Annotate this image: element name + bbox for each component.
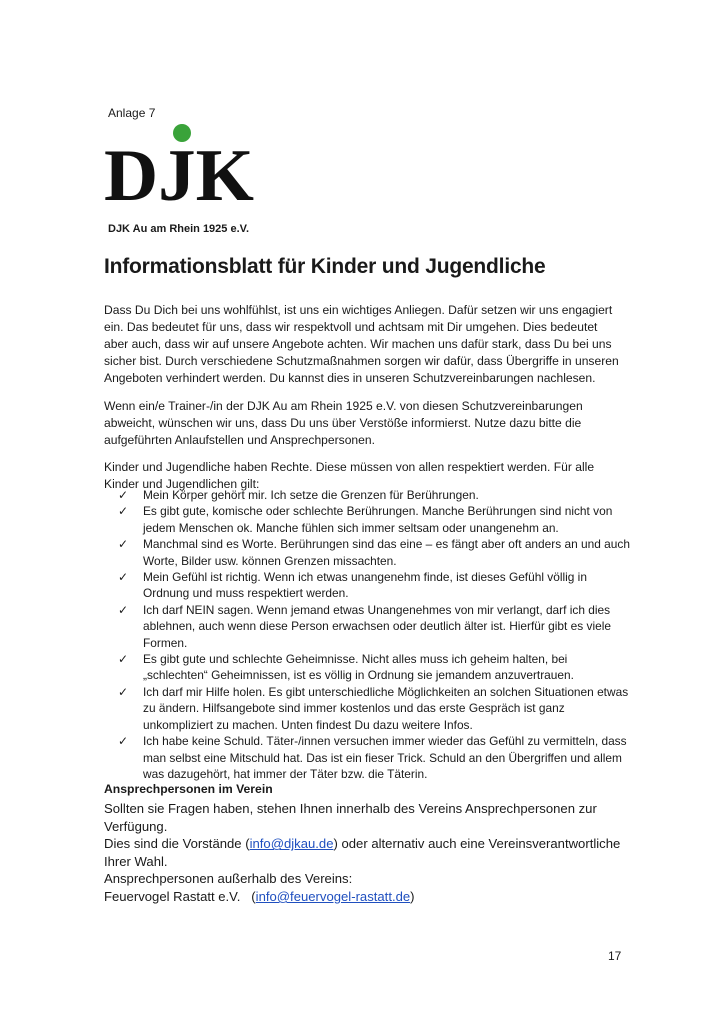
checkmark-icon: ✓ xyxy=(118,488,129,502)
board-contact-suffix: ) oder alternativ auch eine Vereinsverantwortliche Ihrer Wahl. xyxy=(104,836,621,869)
rights-item-text: Mein Gefühl ist richtig. Wenn ich etwas unangenehm finde, ist dieses Gefühl völlig in Ordnung und muss respektiert werden. xyxy=(143,570,587,601)
intro-paragraph: Dass Du Dich bei uns wohlfühlst, ist uns ein wichtiges Anliegen. Dafür setzen wir uns engagiert ein. Das bedeutet für uns, dass wir respektvoll und achtsam mit Dir umgehen. Dies bedeutet aber auch, dass wir auf unsere Angebote achten. Wir machen uns dafür stark, dass Du bei uns sicher bist. Durch verschiedene Schutzmaßnahmen sorgen wir dafür, dass Übergriffe in unseren Angeboten verhindert werden. Du kannst dies in unseren Schutzvereinbarungen nachlesen. xyxy=(104,303,619,385)
rights-item-text: Ich habe keine Schuld. Täter-/innen versuchen immer wieder das Gefühl zu vermitteln, dass man selbst eine Mitschuld hat. Das ist ein fieser Trick. Schuld an den Übergriffen und allem was dazugehört, hat immer der Täter bzw. die Täterin. xyxy=(143,734,627,781)
rights-item-text: Manchmal sind es Worte. Berührungen sind das eine – es fängt aber oft anders an und auch Worte, Bilder usw. können Grenzen missachten. xyxy=(143,537,630,568)
board-contact-prefix: Dies sind die Vorstände ( xyxy=(104,836,250,852)
rights-item-text: Es gibt gute, komische oder schlechte Berührungen. Manche Berührungen sind nicht von jedem Menschen ok. Manche fühlen sich immer seltsam oder unangenehm an. xyxy=(143,504,613,535)
rights-item-text: Ich darf NEIN sagen. Wenn jemand etwas Unangenehmes von mir verlangt, darf ich dies ablehnen, auch wenn diese Person erwachsen oder deutlich älter ist. Hierfür gibt es viele Formen. xyxy=(143,602,611,650)
djk-logo xyxy=(104,124,256,218)
checkmark-icon: ✓ xyxy=(118,652,129,667)
checkmark-icon: ✓ xyxy=(118,504,129,519)
checkmark-icon: ✓ xyxy=(118,537,129,552)
rights-list-item xyxy=(118,569,633,602)
checkmark-icon: ✓ xyxy=(118,602,129,617)
rights-list-item xyxy=(118,651,633,684)
rights-item-text: Es gibt gute und schlechte Geheimnisse. Nicht alles muss ich geheim halten, bei „schlechten“ Geheimnissen, ist es völlig in Ordnung sie jemandem anzuvertrauen. xyxy=(143,652,574,683)
rights-list-item xyxy=(118,602,633,651)
external-open-paren: ( xyxy=(251,888,256,904)
board-contact-line xyxy=(104,835,624,870)
rights-list-item xyxy=(118,733,633,782)
rights-list-item xyxy=(118,503,633,536)
rights-intro-paragraph: Kinder und Jugendliche haben Rechte. Diese müssen von allen respektiert werden. Für alle Kinder und Jugendlichen gilt: xyxy=(104,460,595,491)
rights-list-item xyxy=(118,684,633,733)
rights-list-item xyxy=(118,536,633,569)
checkmark-icon: ✓ xyxy=(118,570,129,585)
page-number: 17 xyxy=(608,949,622,963)
contacts-intro: Sollten sie Fragen haben, stehen Ihnen innerhalb des Vereins Ansprechpersonen zur Verfügung. xyxy=(104,801,597,834)
external-email-link[interactable]: info@feuervogel-rastatt.de xyxy=(255,888,411,904)
checkmark-icon: ✓ xyxy=(118,684,129,699)
violation-paragraph: Wenn ein/e Trainer-/in der DJK Au am Rhein 1925 e.V. von diesen Schutzvereinbarungen abweicht, wünschen wir uns, dass Du uns über Verstöße informierst. Nutze dazu bitte die aufgeführten Anlaufstellen und Ansprechpersonen. xyxy=(104,399,583,447)
external-contact-line xyxy=(104,888,624,906)
page-title: Informationsblatt für Kinder und Jugendliche xyxy=(104,255,546,278)
rights-list xyxy=(118,487,633,782)
annex-label: Anlage 7 xyxy=(108,106,156,120)
external-close-paren: ) xyxy=(410,888,415,904)
contacts-block xyxy=(104,800,624,906)
board-email-link[interactable]: info@djkau.de xyxy=(249,836,334,852)
external-contact-name: Feuervogel Rastatt e.V. xyxy=(104,888,241,904)
rights-item-text: Mein Körper gehört mir. Ich setze die Grenzen für Berührungen. xyxy=(143,488,479,502)
checkmark-icon: ✓ xyxy=(118,734,129,749)
rights-list-item xyxy=(118,487,633,503)
external-contacts-label: Ansprechpersonen außerhalb des Vereins: xyxy=(104,871,353,887)
contacts-heading: Ansprechpersonen im Verein xyxy=(104,782,273,796)
rights-item-text: Ich darf mir Hilfe holen. Es gibt unterschiedliche Möglichkeiten an solchen Situationen etwas zu ändern. Hilfsangebote sind immer kostenlos und das erste Gespräch ist ganz unkompliziert zu machen. Unten findest Du dazu weitere Infos. xyxy=(143,684,629,732)
logo-letters: DJK xyxy=(104,135,254,217)
club-name: DJK Au am Rhein 1925 e.V. xyxy=(108,223,250,235)
